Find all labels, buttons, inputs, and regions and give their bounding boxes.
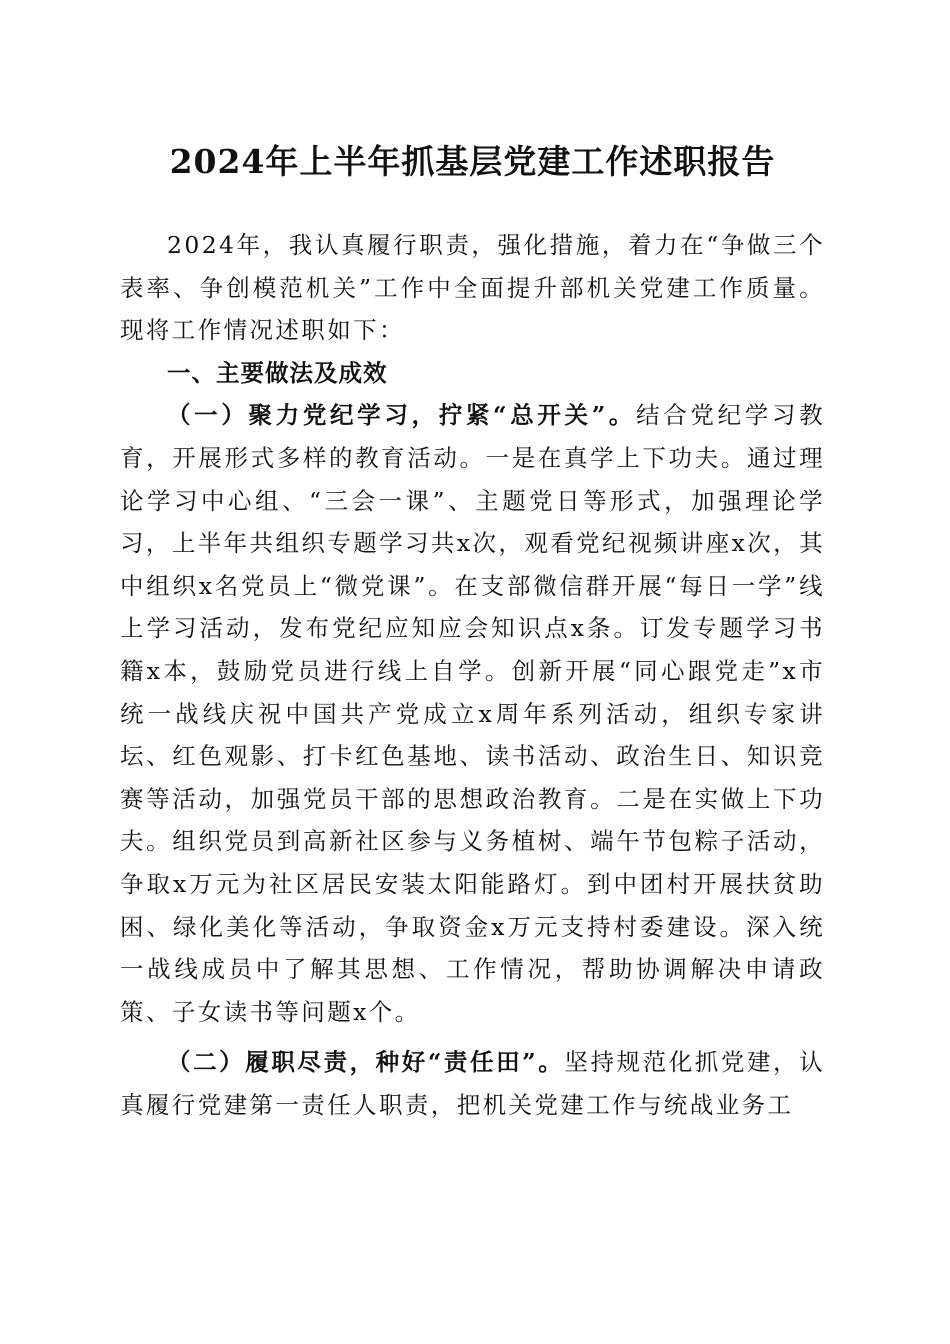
section-heading-main-practices: 一、主要做法及成效 bbox=[167, 358, 388, 387]
subsection-2-paragraph bbox=[120, 1041, 825, 1126]
subsection-2-lead: （二）履职尽责，种好“责任田”。 bbox=[167, 1048, 565, 1077]
document-title: 2024年上半年抓基层党建工作述职报告 bbox=[169, 142, 776, 181]
subsection-1-body: 结合党纪学习教育，开展形式多样的教育活动。一是在真学上下功夫。通过理论学习中心组、“三会一课”、主题党日等形式，加强理论学习，上半年共组织专题学习共x次，观看党纪视频讲座x次，其中组织x名党员上“微党课”。在支部微信群开展“每日一学”线上学习活动，发布党纪应知应会知识点x条。订发专题学习书籍x本，鼓励党员进行线上自学。创新开展“同心跟党走”x市统一战线庆祝中国共产党成立x周年系列活动，组织专家讲坛、红色观影、打卡红色基地、读书活动、政治生日、知识竞赛等活动，加强党员干部的思想政治教育。二是在实做上下功夫。组织党员到高新社区参与义务植树、端午节包粽子活动，争取x万元为社区居民安装太阳能路灯。到中团村开展扶贫助困、绿化美化等活动，争取资金x万元支持村委建设。深入统一战线成员中了解其思想、工作情况，帮助协调解决申请政策、子女读书等问题x个。 bbox=[120, 401, 825, 1026]
subsection-1-paragraph bbox=[120, 394, 825, 1033]
intro-paragraph: 2024年，我认真履行职责，强化措施，着力在“争做三个表率、争创模范机关”工作中全面提升部机关党建工作质量。现将工作情况述职如下： bbox=[120, 231, 825, 345]
subsection-1-lead: （一）聚力党纪学习，拧紧“总开关”。 bbox=[167, 401, 637, 430]
subsection-2-body: 坚持规范化抓党建，认真履行党建第一责任人职责，把机关党建工作与统战业务工 bbox=[120, 1048, 826, 1119]
